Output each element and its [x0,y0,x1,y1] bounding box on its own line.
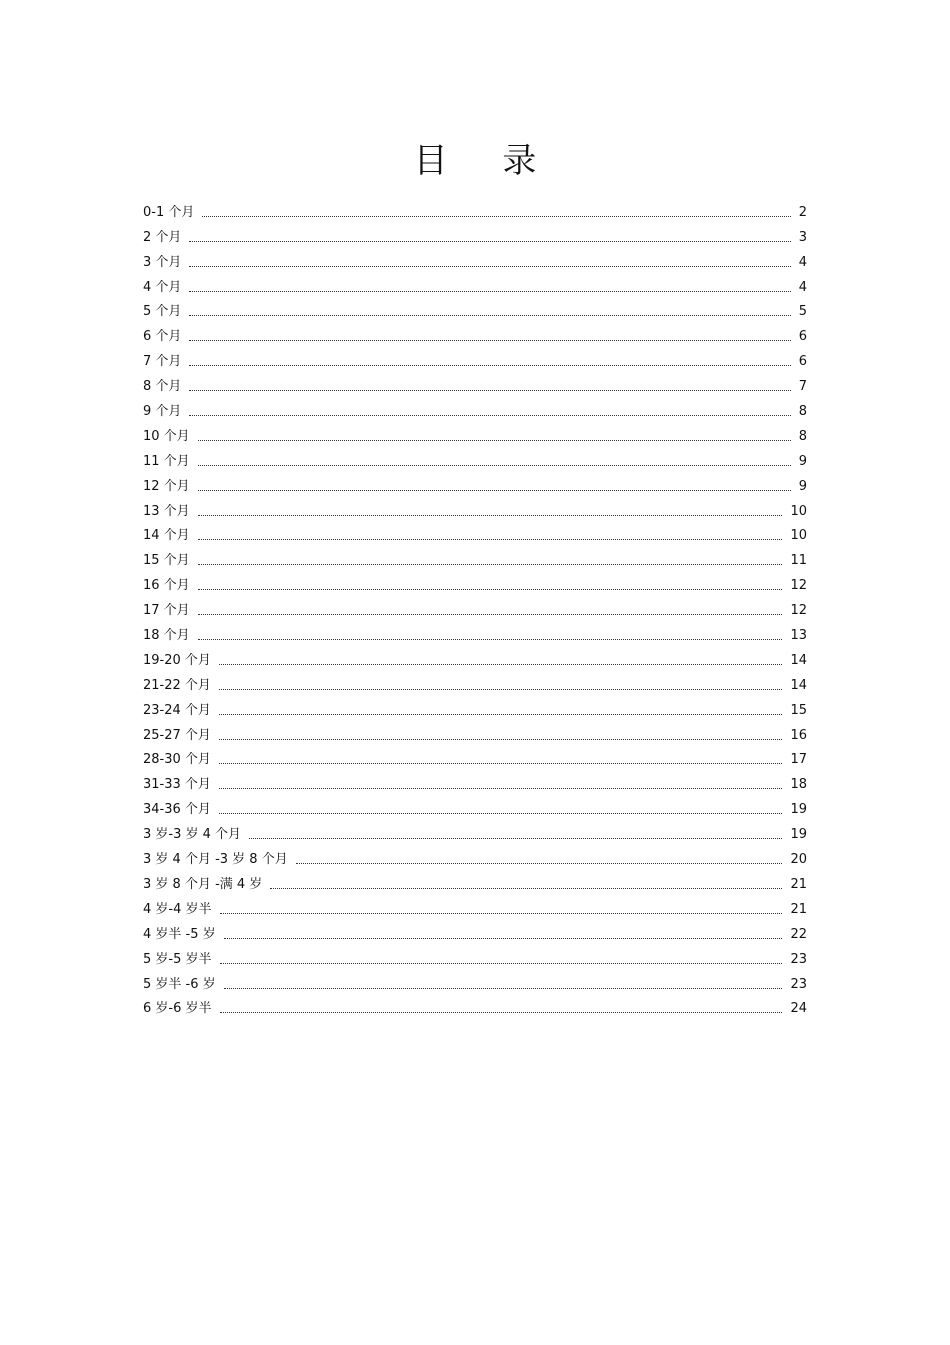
toc-entry-label: 31-33 个月 [143,777,211,793]
toc-entry[interactable] [143,271,807,296]
dot-leader [219,788,783,789]
dot-leader [224,988,783,989]
toc-entry[interactable] [143,345,807,370]
toc-entry-label: 10 个月 [143,428,190,444]
toc-entry[interactable] [143,470,807,495]
dot-leader [189,241,790,242]
toc-entry-label: 3 岁 4 个月 -3 岁 8 个月 [143,852,288,868]
toc-entry[interactable] [143,719,807,744]
toc-entry-label: 8 个月 [143,379,182,395]
dot-leader [189,266,790,267]
toc-entry-page-number: 19 [790,827,807,843]
toc-entry[interactable] [143,793,807,818]
toc-entry-label: 25-27 个月 [143,727,211,743]
toc-entry[interactable] [143,644,807,669]
dot-leader [198,564,783,565]
toc-entry[interactable] [143,619,807,644]
toc-title: 目 录 [413,141,559,181]
dot-leader [220,1012,783,1013]
toc-entry[interactable] [143,420,807,445]
toc-entry-page-number: 18 [790,777,807,793]
toc-entry-label: 11 个月 [143,453,190,469]
dot-leader [270,888,782,889]
toc-entry-label: 19-20 个月 [143,652,211,668]
dot-leader [219,739,783,740]
toc-entry[interactable] [143,694,807,719]
toc-entry[interactable] [143,320,807,345]
toc-entry-page-number: 21 [790,901,807,917]
toc-entry-label: 3 岁 8 个月 -满 4 岁 [143,876,263,892]
toc-entry-label: 23-24 个月 [143,702,211,718]
toc-entry-label: 13 个月 [143,503,190,519]
toc-entry-label: 4 岁-4 岁半 [143,901,212,917]
toc-entry-label: 16 个月 [143,578,190,594]
toc-entry[interactable] [143,395,807,420]
toc-entry[interactable] [143,370,807,395]
toc-entry-page-number: 17 [790,752,807,768]
dot-leader [189,365,790,366]
toc-entry[interactable] [143,918,807,943]
toc-entry-page-number: 6 [798,354,807,370]
dot-leader [219,763,783,764]
toc-entry[interactable] [143,968,807,993]
toc-entry-page-number: 15 [790,702,807,718]
toc-entry[interactable] [143,943,807,968]
dot-leader [198,639,783,640]
dot-leader [198,515,783,516]
toc-entry-page-number: 12 [790,578,807,594]
toc-entry[interactable] [143,843,807,868]
dot-leader [219,714,783,715]
dot-leader [198,539,783,540]
toc-entry-page-number: 14 [790,652,807,668]
toc-entry-page-number: 4 [798,254,807,270]
toc-entry[interactable] [143,569,807,594]
toc-entry-label: 3 个月 [143,254,182,270]
toc-entry[interactable] [143,669,807,694]
toc-entry-page-number: 8 [798,428,807,444]
dot-leader [189,340,790,341]
toc-entry[interactable] [143,495,807,520]
dot-leader [219,689,783,690]
dot-leader [189,390,790,391]
toc-entry-label: 4 个月 [143,279,182,295]
toc-entry-page-number: 13 [790,628,807,644]
toc-entry-label: 9 个月 [143,404,182,420]
toc-entry-page-number: 22 [790,926,807,942]
toc-entry-label: 18 个月 [143,628,190,644]
toc-entry-label: 34-36 个月 [143,802,211,818]
toc-entry-label: 7 个月 [143,354,182,370]
toc-entry-page-number: 5 [798,304,807,320]
dot-leader [219,813,783,814]
toc-entry-label: 2 个月 [143,229,182,245]
toc-entry-page-number: 9 [798,478,807,494]
toc-entry-page-number: 2 [798,204,807,220]
dot-leader [198,490,791,491]
toc-entry[interactable] [143,868,807,893]
toc-entry-label: 21-22 个月 [143,677,211,693]
toc-entry-page-number: 23 [790,976,807,992]
dot-leader [198,589,783,590]
toc-entry-page-number: 10 [790,528,807,544]
toc-entry-page-number: 6 [798,329,807,345]
dot-leader [224,938,783,939]
toc-entry-page-number: 12 [790,603,807,619]
toc-entry-page-number: 9 [798,453,807,469]
toc-entry[interactable] [143,893,807,918]
dot-leader [198,465,791,466]
toc-entry[interactable] [143,221,807,246]
toc-entry-label: 4 岁半 -5 岁 [143,926,216,942]
dot-leader [219,664,783,665]
dot-leader [202,216,790,217]
dot-leader [189,315,790,316]
toc-entry-page-number: 23 [790,951,807,967]
toc-entry-label: 17 个月 [143,603,190,619]
toc-entry-label: 14 个月 [143,528,190,544]
toc-entry[interactable] [143,594,807,619]
dot-leader [296,863,783,864]
toc-entry[interactable] [143,445,807,470]
toc-entry-page-number: 7 [798,379,807,395]
dot-leader [198,614,783,615]
toc-entry[interactable] [143,296,807,321]
toc-entry-page-number: 20 [790,852,807,868]
toc-entry-page-number: 8 [798,404,807,420]
toc-entry-page-number: 3 [798,229,807,245]
toc-entry[interactable] [143,520,807,545]
toc-entry-page-number: 24 [790,1001,807,1017]
toc-entry[interactable] [143,993,807,1018]
dot-leader [189,291,790,292]
dot-leader [220,963,783,964]
toc-entry-label: 28-30 个月 [143,752,211,768]
toc-entry-page-number: 21 [790,876,807,892]
toc-entry-page-number: 11 [790,553,807,569]
toc-entry-page-number: 16 [790,727,807,743]
toc-list [143,196,807,1017]
toc-entry-page-number: 4 [798,279,807,295]
toc-entry-label: 5 岁半 -6 岁 [143,976,216,992]
dot-leader [189,415,790,416]
toc-entry[interactable] [143,196,807,221]
toc-entry-page-number: 14 [790,677,807,693]
dot-leader [220,913,783,914]
toc-entry-label: 5 个月 [143,304,182,320]
toc-entry-label: 12 个月 [143,478,190,494]
toc-entry[interactable] [143,544,807,569]
toc-entry-page-number: 10 [790,503,807,519]
toc-entry-label: 3 岁-3 岁 4 个月 [143,827,242,843]
toc-entry-label: 6 个月 [143,329,182,345]
toc-entry[interactable] [143,818,807,843]
toc-entry-page-number: 19 [790,802,807,818]
toc-entry-label: 0-1 个月 [143,204,195,220]
toc-entry-label: 15 个月 [143,553,190,569]
toc-entry[interactable] [143,744,807,769]
toc-entry[interactable] [143,768,807,793]
toc-entry[interactable] [143,246,807,271]
toc-entry-label: 6 岁-6 岁半 [143,1001,212,1017]
dot-leader [249,838,782,839]
dot-leader [198,440,791,441]
toc-entry-label: 5 岁-5 岁半 [143,951,212,967]
